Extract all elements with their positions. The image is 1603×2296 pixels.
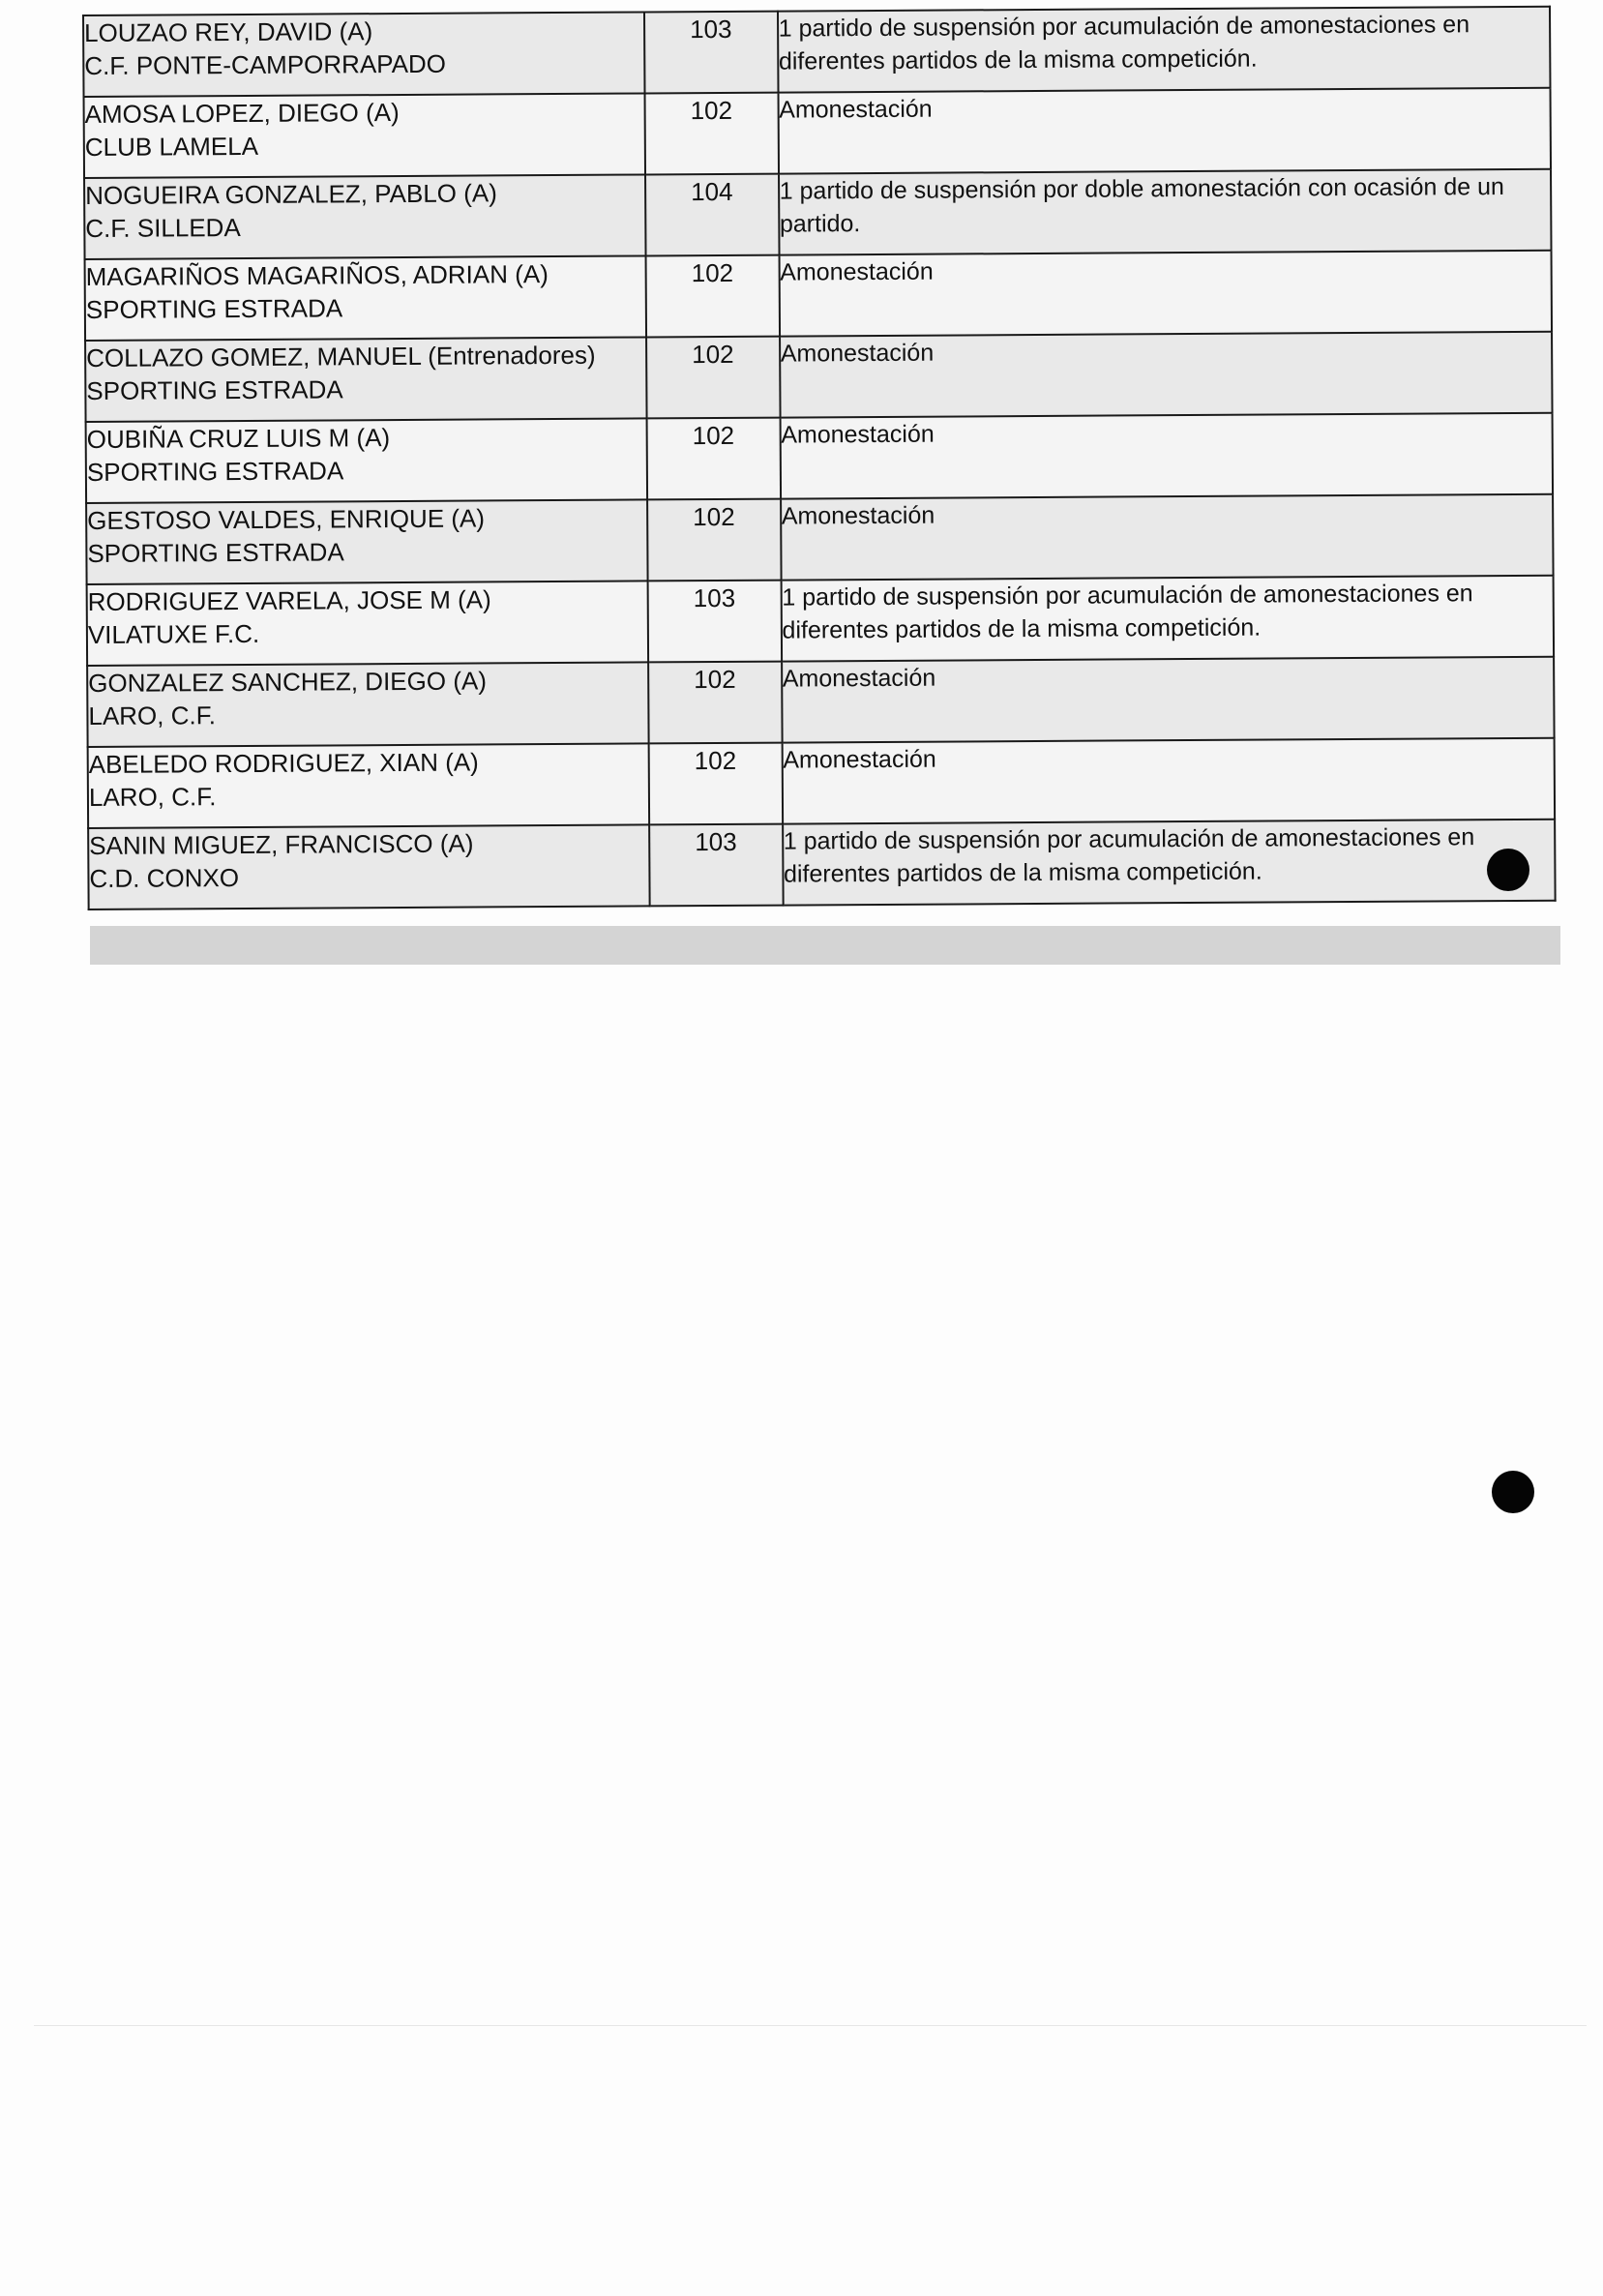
club-name: C.F. SILLEDA	[85, 213, 241, 243]
player-name: NOGUEIRA GONZALEZ, PABLO (A)	[85, 178, 497, 210]
player-cell	[87, 662, 648, 747]
player-cell	[85, 255, 646, 341]
sanction-code: 103	[647, 581, 781, 663]
sanction-description: 1 partido de suspensión por acumulación de amonestaciones en diferentes partidos de la misma competición.	[778, 7, 1551, 93]
sanction-code: 104	[645, 174, 779, 256]
player-name: RODRIGUEZ VARELA, JOSE M (A)	[87, 584, 491, 616]
player-name: COLLAZO GOMEZ, MANUEL (Entrenadores)	[86, 340, 596, 373]
club-name: LARO, C.F.	[88, 782, 217, 812]
sanction-description: 1 partido de suspensión por acumulación de amonestaciones en diferentes partidos de la misma competición.	[783, 820, 1556, 906]
table-row	[84, 88, 1551, 178]
player-name: LOUZAO REY, DAVID (A)	[84, 16, 373, 47]
player-name: MAGARIÑOS MAGARIÑOS, ADRIAN (A)	[85, 259, 549, 291]
player-cell	[88, 824, 649, 909]
club-name: SPORTING ESTRADA	[86, 456, 344, 487]
club-name: C.F. PONTE-CAMPORRAPADO	[84, 48, 447, 80]
player-cell	[84, 174, 645, 259]
player-name: AMOSA LOPEZ, DIEGO (A)	[84, 98, 400, 129]
sanction-description: Amonestación	[780, 413, 1553, 499]
table-row	[85, 251, 1552, 341]
club-name: SPORTING ESTRADA	[87, 537, 344, 568]
player-cell	[86, 499, 647, 584]
player-cell	[83, 12, 644, 97]
player-name: GESTOSO VALDES, ENRIQUE (A)	[87, 503, 486, 535]
sanction-description: Amonestación	[780, 332, 1553, 418]
club-name: CLUB LAMELA	[84, 131, 259, 162]
sanction-code: 103	[649, 824, 783, 907]
table-row	[88, 820, 1555, 909]
punch-hole-mark	[1492, 1471, 1534, 1513]
sanction-description: Amonestación	[779, 251, 1552, 337]
sanction-code: 102	[647, 499, 781, 581]
club-name: SPORTING ESTRADA	[86, 374, 343, 405]
player-name: OUBIÑA CRUZ LUIS M (A)	[86, 423, 391, 454]
club-name: LARO, C.F.	[88, 701, 217, 731]
sanction-description: Amonestación	[781, 494, 1554, 581]
club-name: SPORTING ESTRADA	[85, 293, 343, 324]
club-name: VILATUXE F.C.	[87, 618, 260, 649]
table-row	[83, 7, 1550, 97]
sanction-description: Amonestación	[782, 738, 1555, 824]
player-name: SANIN MIGUEZ, FRANCISCO (A)	[89, 828, 474, 860]
player-cell	[86, 418, 647, 503]
sanction-code: 102	[646, 418, 780, 500]
player-name: ABELEDO RODRIGUEZ, XIAN (A)	[88, 747, 479, 779]
table-row	[87, 576, 1554, 666]
sanction-description: Amonestación	[778, 88, 1551, 174]
table-row	[87, 657, 1554, 747]
sanction-code: 103	[644, 12, 778, 94]
sanction-description: 1 partido de suspensión por doble amonestación con ocasión de un partido.	[779, 169, 1552, 255]
sanction-description: 1 partido de suspensión por acumulación de amonestaciones en diferentes partidos de la misma competición.	[781, 576, 1554, 662]
player-cell	[88, 743, 649, 828]
scan-fold-line	[34, 2025, 1587, 2026]
table-row	[86, 494, 1553, 584]
player-cell	[85, 337, 646, 422]
sanction-description: Amonestación	[782, 657, 1555, 743]
sanction-code: 102	[646, 337, 780, 419]
club-name: C.D. CONXO	[89, 863, 240, 893]
table-row	[86, 413, 1553, 503]
sanction-code: 102	[644, 93, 778, 175]
sanctions-table	[82, 6, 1557, 910]
scan-shade-strip	[90, 926, 1560, 965]
sanction-code: 102	[648, 662, 782, 744]
sanction-code: 102	[648, 743, 782, 825]
player-name: GONZALEZ SANCHEZ, DIEGO (A)	[88, 666, 488, 698]
punch-hole-mark	[1487, 849, 1529, 891]
table-row	[88, 738, 1555, 828]
sanction-code: 102	[645, 255, 779, 338]
player-cell	[87, 581, 648, 666]
table-row	[84, 169, 1551, 259]
table-row	[85, 332, 1552, 422]
player-cell	[84, 93, 645, 178]
